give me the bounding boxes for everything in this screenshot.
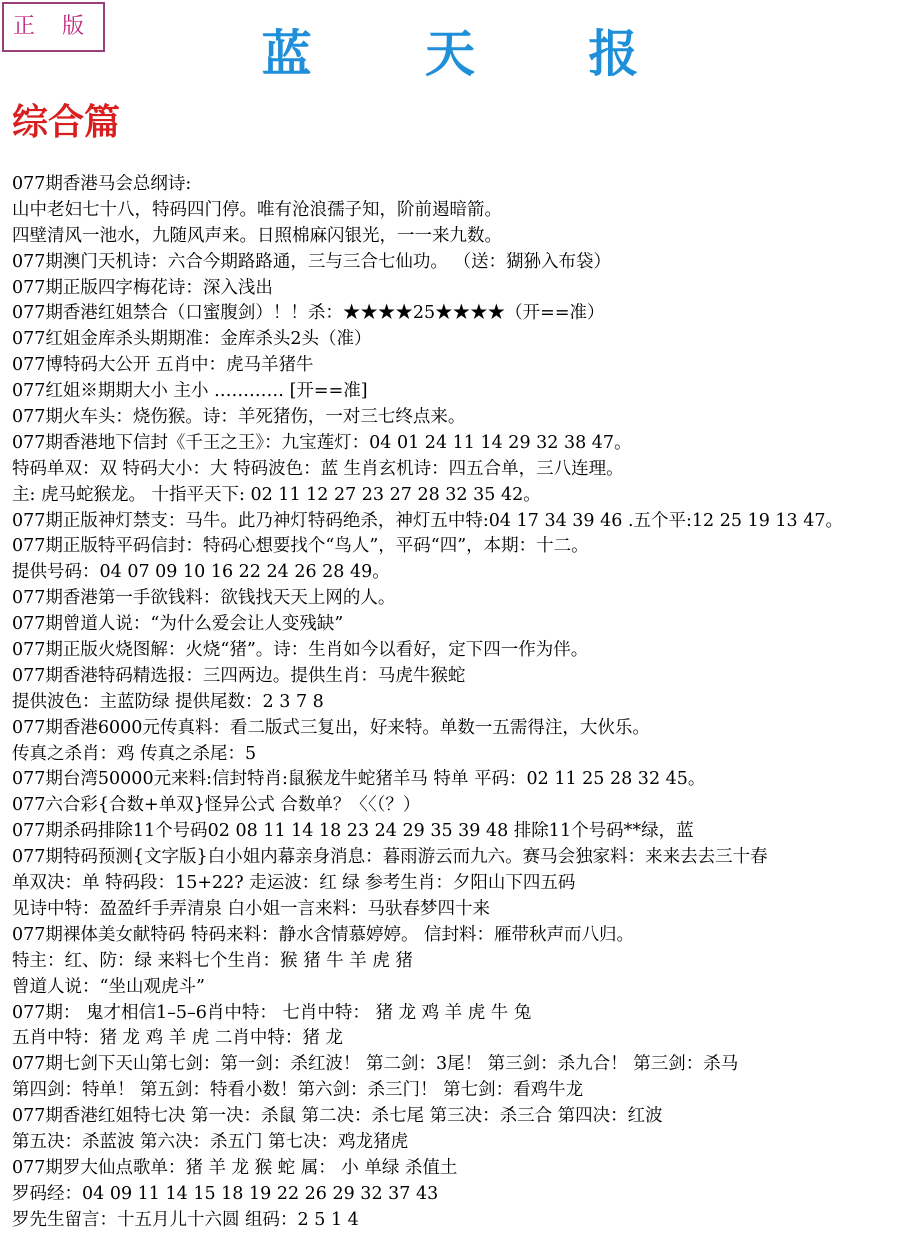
text-line: 077期正版四字梅花诗：深入浅出: [12, 277, 273, 298]
text-line: 077期香港红姐特七决 第一决：杀鼠 第二决：杀七尾 第三决：杀三合 第四决：红波: [12, 1106, 663, 1127]
text-line: 提供波色：主蓝防绿 提供尾数：2 3 7 8: [12, 691, 324, 712]
text-line: 五肖中特：猪 龙 鸡 羊 虎 二肖中特：猪 龙: [12, 1028, 343, 1049]
text-line: 提供号码：04 07 09 10 16 22 24 26 28 49。: [12, 562, 390, 583]
text-line: 077期特码预测{文字版}白小姐内幕亲身消息：暮雨游云而九六。赛马会独家料：来来去去三十春: [12, 847, 768, 868]
text-line: 见诗中特：盈盈纤手弄清泉 白小姐一言来料：马驮春梦四十来: [12, 898, 491, 919]
text-line: 主: 虎马蛇猴龙。 十指平天下: 02 11 12 27 23 27 28 32 35 42。: [12, 484, 541, 505]
text-line: 077期七剑下天山第七剑：第一剑：杀红波！ 第二剑：3尾！ 第三剑：杀九合！ 第三剑：杀马: [12, 1054, 739, 1075]
text-line: 传真之杀肖：鸡 传真之杀尾：5: [12, 743, 257, 764]
text-line: 077期杀码排除11个号码02 08 11 14 18 23 24 29 35 39 48 排除11个号码**绿，蓝: [12, 821, 694, 842]
text-line: 077六合彩{合数+单双}怪异公式 合数单？〈〈（？）: [12, 795, 421, 816]
text-line: 特主：红、防：绿 来料七个生肖：猴 猪 牛 羊 虎 猪: [12, 950, 413, 971]
edition-badge: 正 版: [2, 2, 105, 52]
text-line: 山中老妇七十八，特码四门停。唯有沧浪孺子知，阶前遏暗箭。: [12, 199, 502, 220]
text-line: 077期香港6000元传真料：看二版式三复出，好来特。单数一五需得注，大伙乐。: [12, 717, 650, 738]
text-line: 077期香港马会总纲诗:: [12, 174, 192, 194]
newspaper-title: 蓝 天 报: [261, 24, 687, 83]
text-line: 四壁清风一池水，九随风声来。日照棉麻闪银光，一一来九数。: [12, 225, 502, 246]
text-line: 077期香港特码精选报：三四两边。提供生肖：马虎牛猴蛇: [12, 665, 466, 686]
text-line: 第四剑：特单！ 第五剑：特看小数！第六剑：杀三门！ 第七剑：看鸡牛龙: [12, 1080, 584, 1101]
article-body: [12, 172, 896, 1234]
text-line: 077红姐※期期大小 主小 ………… [开==准]: [12, 381, 368, 402]
text-line: 第五决：杀蓝波 第六决：杀五门 第七决：鸡龙猪虎: [12, 1131, 409, 1152]
text-line: 077期台湾50000元来料:信封特肖:鼠猴龙牛蛇猪羊马 特单 平码：02 11 25 28 32 45。: [12, 769, 706, 790]
text-line: 077期澳门天机诗：六合今期路路通，三与三合七仙功。 （送：猢狲入布袋）: [12, 251, 611, 272]
text-line: 077红姐金库杀头期期准：金库杀头2头（准）: [12, 329, 372, 350]
text-line: 077期裸体美女献特码 特码来料：静水含情慕婷婷。 信封料：雁带秋声而八归。: [12, 924, 635, 945]
text-line: 077期火车头：烧伤猴。诗：羊死猪伤，一对三七终点来。: [12, 407, 466, 428]
text-line: 077期正版特平码信封：特码心想要找个“鸟人”，平码“四”，本期：十二。: [12, 536, 589, 557]
text-line: 077期香港红姐禁合（口蜜腹剑）！！杀：★★★★25★★★★（开==准）: [12, 303, 605, 324]
text-line: 077期正版神灯禁支：马牛。此乃神灯特码绝杀，神灯五中特:04 17 34 39 46 .五个平:12 25 19 13 47。: [12, 510, 843, 531]
text-line: 077期： 鬼才相信1–5–6肖中特： 七肖中特： 猪 龙 鸡 羊 虎 牛 兔: [12, 1002, 532, 1023]
text-line: 单双决：单 特码段：15+22? 走运波：红 绿 参考生肖：夕阳山下四五码: [12, 873, 576, 894]
text-line: 罗码经：04 09 11 14 15 18 19 22 26 29 32 37 43: [12, 1183, 439, 1204]
text-line: 077期香港第一手欲钱料：欲钱找天天上网的人。: [12, 588, 396, 609]
text-line: 077期正版火烧图解：火烧“猪”。诗：生肖如今以看好，定下四一作为伴。: [12, 640, 589, 661]
text-line: 077期曾道人说：“为什么爱会让人变残缺”: [12, 614, 344, 635]
text-line: 特码单双：双 特码大小：大 特码波色：蓝 生肖玄机诗：四五合单，三八连理。: [12, 458, 624, 479]
text-line: 曾道人说：“坐山观虎斗”: [12, 976, 205, 997]
text-line: 077博特码大公开 五肖中：虎马羊猪牛: [12, 355, 314, 376]
text-line: 罗先生留言：十五月儿十六圆 组码：2 5 1 4: [12, 1209, 359, 1230]
section-title: 综合篇: [12, 101, 121, 143]
text-line: 077期罗大仙点歌单：猪 羊 龙 猴 蛇 属： 小 单绿 杀值土: [12, 1157, 458, 1178]
text-line: 077期香港地下信封《千王之王》：九宝莲灯：04 01 24 11 14 29 32 38 47。: [12, 432, 632, 453]
